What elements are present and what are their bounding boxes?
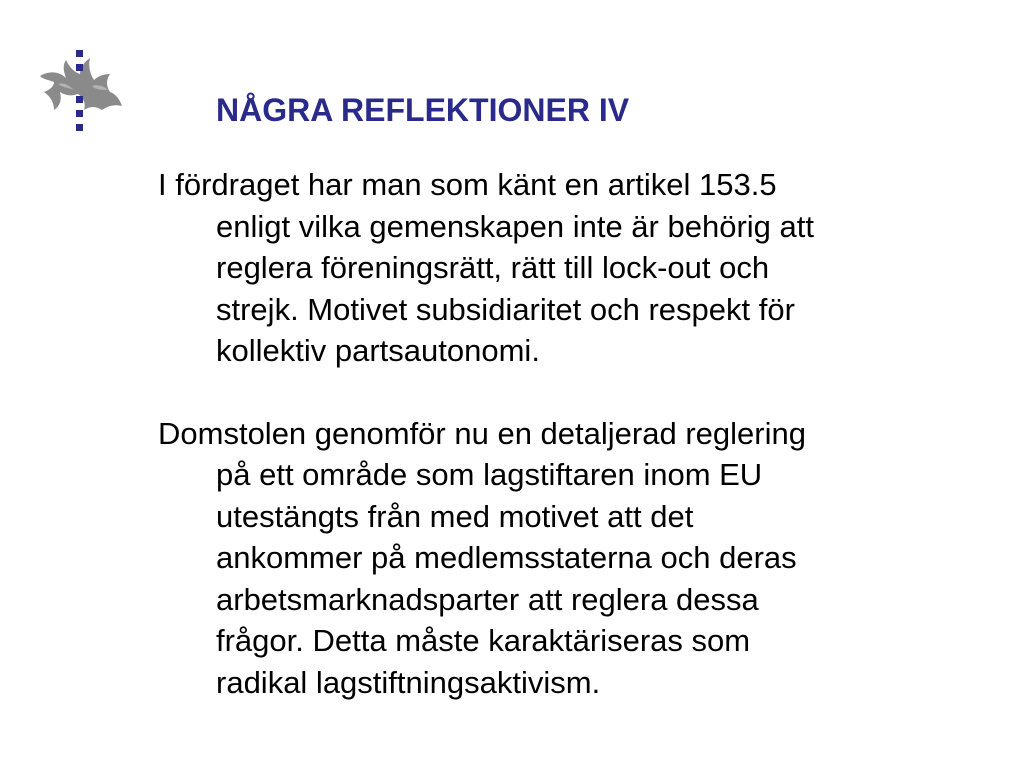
paragraph-treaty: I fördraget har man som känt en artikel 153.5 enligt vilka gemenskapen inte är behörig att reglera föreningsrätt, rätt till lock-out och strejk. Motivet subsidiaritet och respekt för kollektiv partsautonomi. [158, 167, 814, 368]
slide-body [158, 164, 1008, 703]
paragraph-court: Domstolen genomför nu en detaljerad reglering på ett område som lagstiftaren inom EU utestängts från med motivet att det ankommer på medlemsstaterna och deras arbetsmarknadsparter att reglera dessa frågor. Detta måste karaktäriseras som radikal lagstiftningsaktivism. [158, 415, 806, 700]
slide-title: NÅGRA REFLEKTIONER IV [216, 92, 630, 128]
university-flame-logo-icon [36, 44, 128, 136]
